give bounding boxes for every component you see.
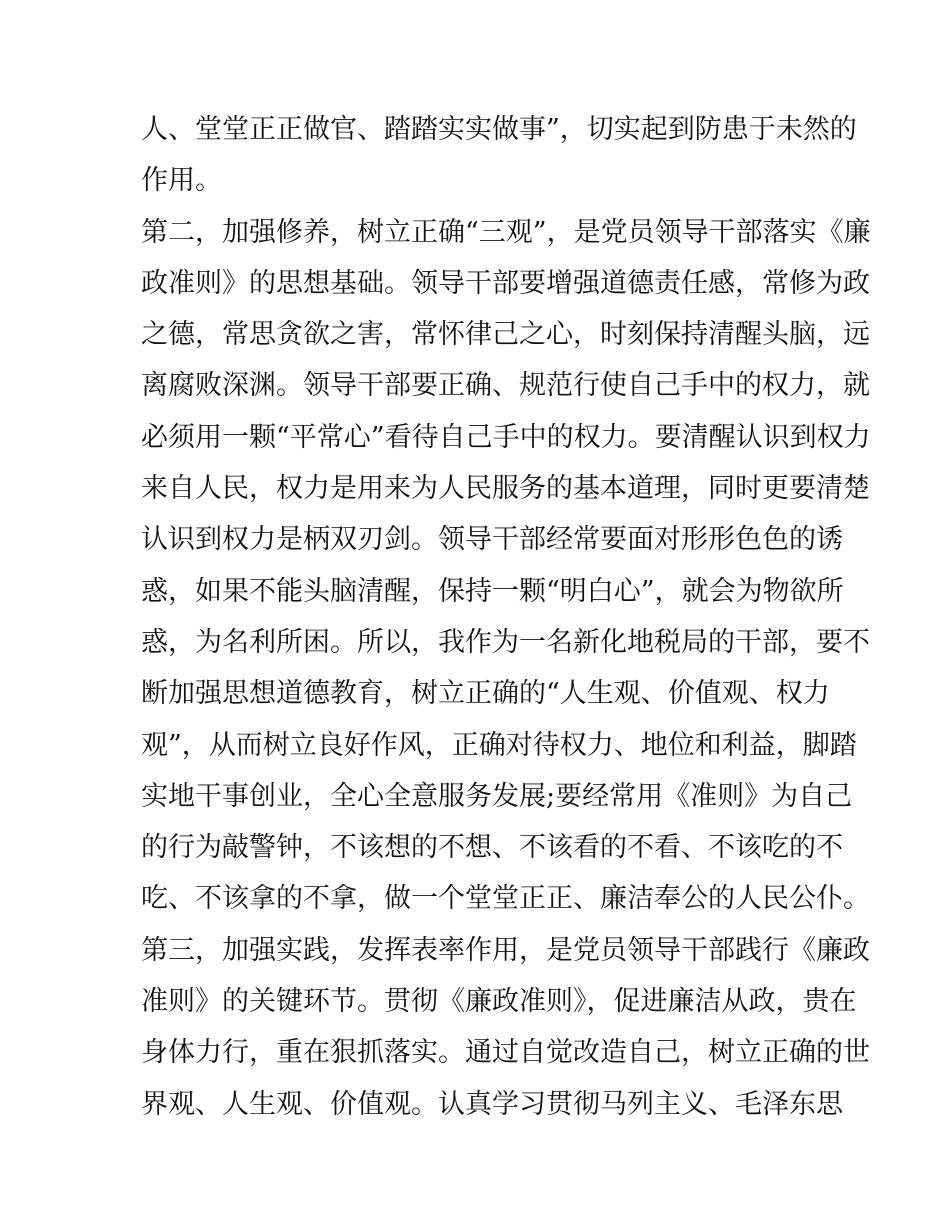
text-line: 作用。 [141, 165, 222, 197]
text-line: 准则》的关键环节。贯彻《廉政准则》，促进廉洁从政，贵在 [141, 986, 857, 1018]
text-line: 来自人民，权力是用来为人民服务的基本道理，同时更要清楚 [141, 473, 870, 505]
text-line: 惑，如果不能头脑清醒，保持一颗“明白心”，就会为物欲所 [141, 575, 844, 607]
text-line: 惑，为名利所困。所以，我作为一名新化地税局的干部，要不 [141, 626, 870, 658]
text-line: 认识到权力是柄双刃剑。领导干部经常要面对形形色色的诱 [141, 524, 843, 556]
text-line: 吃、不该拿的不拿，做一个堂堂正正、廉洁奉公的人民公仆。 [141, 883, 870, 915]
text-line: 实地干事创业，全心全意服务发展;要经常用《准则》为自己 [141, 780, 853, 812]
text-line: 身体力行，重在狠抓落实。通过自觉改造自己，树立正确的世 [141, 1037, 870, 1069]
text-line: 人、堂堂正正做官、踏踏实实做事”，切实起到防患于未然的 [141, 114, 857, 145]
text-line: 之德，常思贪欲之害，常怀律己之心，时刻保持清醒头脑，远 [141, 319, 870, 351]
text-line: 第三，加强实践，发挥表率作用，是党员领导干部践行《廉政 [141, 934, 870, 966]
text-line: 第二，加强修养，树立正确“三观”，是党员领导干部落实《廉 [141, 216, 871, 248]
text-line: 政准则》的思想基础。领导干部要增强道德责任感，常修为政 [141, 267, 870, 299]
text-line: 观”，从而树立良好作风，正确对待权力、地位和利益，脚踏 [141, 729, 857, 761]
text-line: 必须用一颗“平常心”看待自己手中的权力。要清醒认识到权力 [141, 421, 871, 453]
text-line: 界观、人生观、价值观。认真学习贯彻马列主义、毛泽东思 [141, 1088, 843, 1120]
text-line: 的行为敲警钟，不该想的不想、不该看的不看、不该吃的不 [141, 832, 843, 864]
text-line: 离腐败深渊。领导干部要正确、规范行使自己手中的权力，就 [141, 370, 870, 402]
text-line: 断加强思想道德教育，树立正确的“人生观、价值观、权力 [141, 678, 830, 710]
document-body [141, 104, 871, 1130]
